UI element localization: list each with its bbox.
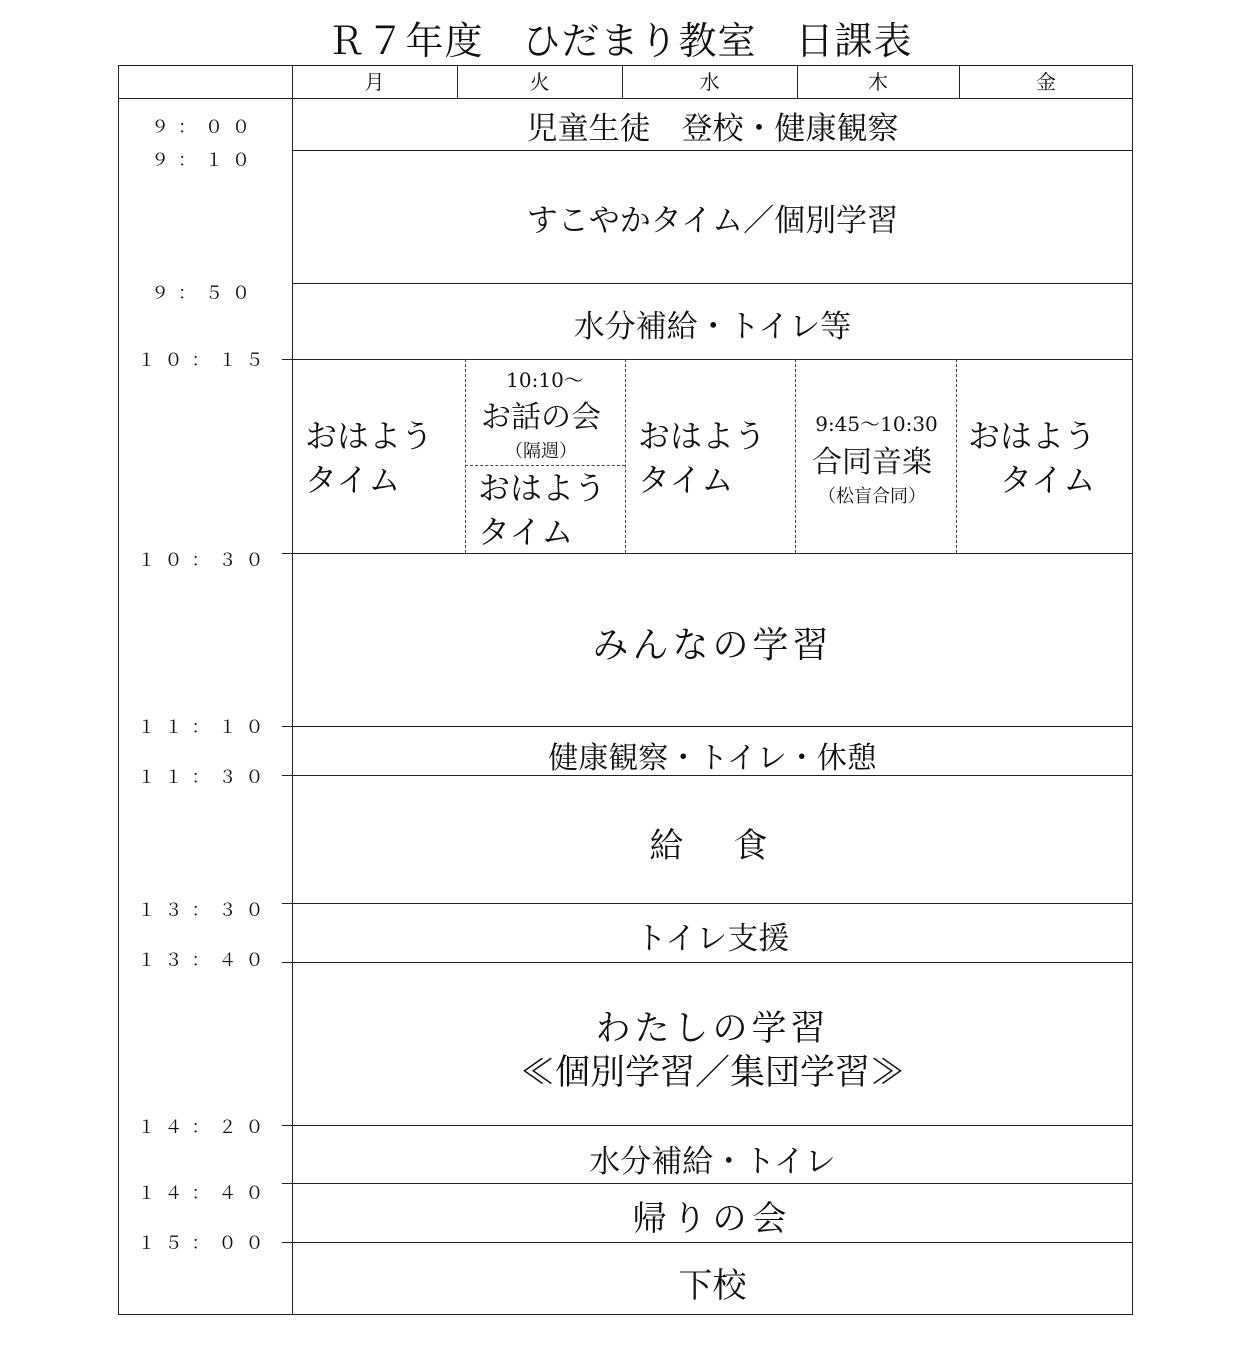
morning-divider-thu-fri	[956, 359, 957, 553]
hydration-activity: 水分補給・トイレ等	[573, 309, 852, 345]
time-column-divider	[292, 65, 293, 1315]
row-divider	[282, 903, 1133, 904]
hydration2-activity: 水分補給・トイレ	[589, 1144, 836, 1180]
header-day-wed: 水	[699, 70, 720, 94]
header-divider	[118, 98, 1133, 99]
time-label: １５：００	[137, 1233, 273, 1254]
row-divider	[282, 553, 1133, 554]
thu-music-time: 9:45〜10:30	[815, 412, 938, 436]
tue-talk-note: （隔週）	[505, 441, 577, 462]
time-label: １１：３０	[137, 767, 273, 788]
tue-talk-time: 10:10〜	[506, 368, 584, 392]
health-activity: 健康観察・トイレ・休憩	[548, 741, 877, 776]
row-divider	[282, 1183, 1133, 1184]
toilet-support-activity: トイレ支援	[635, 921, 790, 957]
header-day-fri: 金	[1036, 70, 1056, 94]
row-divider	[282, 359, 1133, 360]
row-divider	[292, 150, 1133, 151]
wed-morning-activity: おはよう タイム	[638, 417, 767, 499]
row-divider	[282, 962, 1133, 963]
time-label: １３：３０	[137, 900, 273, 921]
tue-talk-activity: お話の会	[481, 400, 601, 435]
morning-divider-wed-thu	[795, 359, 796, 553]
time-label: ９：１０	[151, 150, 259, 171]
time-label: １４：４０	[137, 1183, 273, 1204]
time-label: ９：５０	[151, 283, 259, 304]
tue-morning-activity: おはよう タイム	[478, 469, 607, 551]
thu-music-note: （松盲合同）	[818, 486, 926, 507]
header-day-thu: 木	[868, 70, 888, 94]
arrival-activity: 児童生徒 登校・健康観察	[526, 111, 899, 147]
sukoyaka-activity: すこやかタイム／個別学習	[526, 203, 899, 239]
minna-activity: みんなの学習	[592, 625, 833, 666]
kaeri-activity: 帰りの会	[632, 1199, 793, 1239]
time-label: １３：４０	[137, 950, 273, 971]
thu-music-activity: 合同音楽	[812, 445, 932, 480]
time-label: １４：２０	[137, 1117, 273, 1138]
row-divider	[282, 726, 1133, 727]
fri-morning-activity: おはよう タイム	[968, 417, 1097, 499]
dismissal-activity: 下校	[678, 1266, 747, 1306]
row-divider	[292, 283, 1133, 284]
mon-morning-activity: おはよう タイム	[305, 417, 434, 499]
row-divider	[282, 1242, 1133, 1243]
watashi-activity-detail: ≪個別学習／集団学習≫	[519, 1053, 905, 1093]
lunch-activity: 給 食	[649, 826, 776, 866]
page-title: Ｒ７年度 ひだまり教室 日課表	[327, 19, 913, 63]
header-day-tue: 火	[529, 70, 550, 94]
time-label: １１：１０	[137, 717, 273, 738]
time-label: １０：１５	[137, 350, 273, 371]
morning-divider-tue-wed	[625, 359, 626, 553]
time-label: ９：００	[151, 117, 259, 138]
row-divider	[282, 1125, 1133, 1126]
time-label: １０：３０	[137, 550, 273, 571]
header-day-mon: 月	[364, 70, 385, 94]
watashi-activity: わたしの学習	[595, 1009, 830, 1049]
